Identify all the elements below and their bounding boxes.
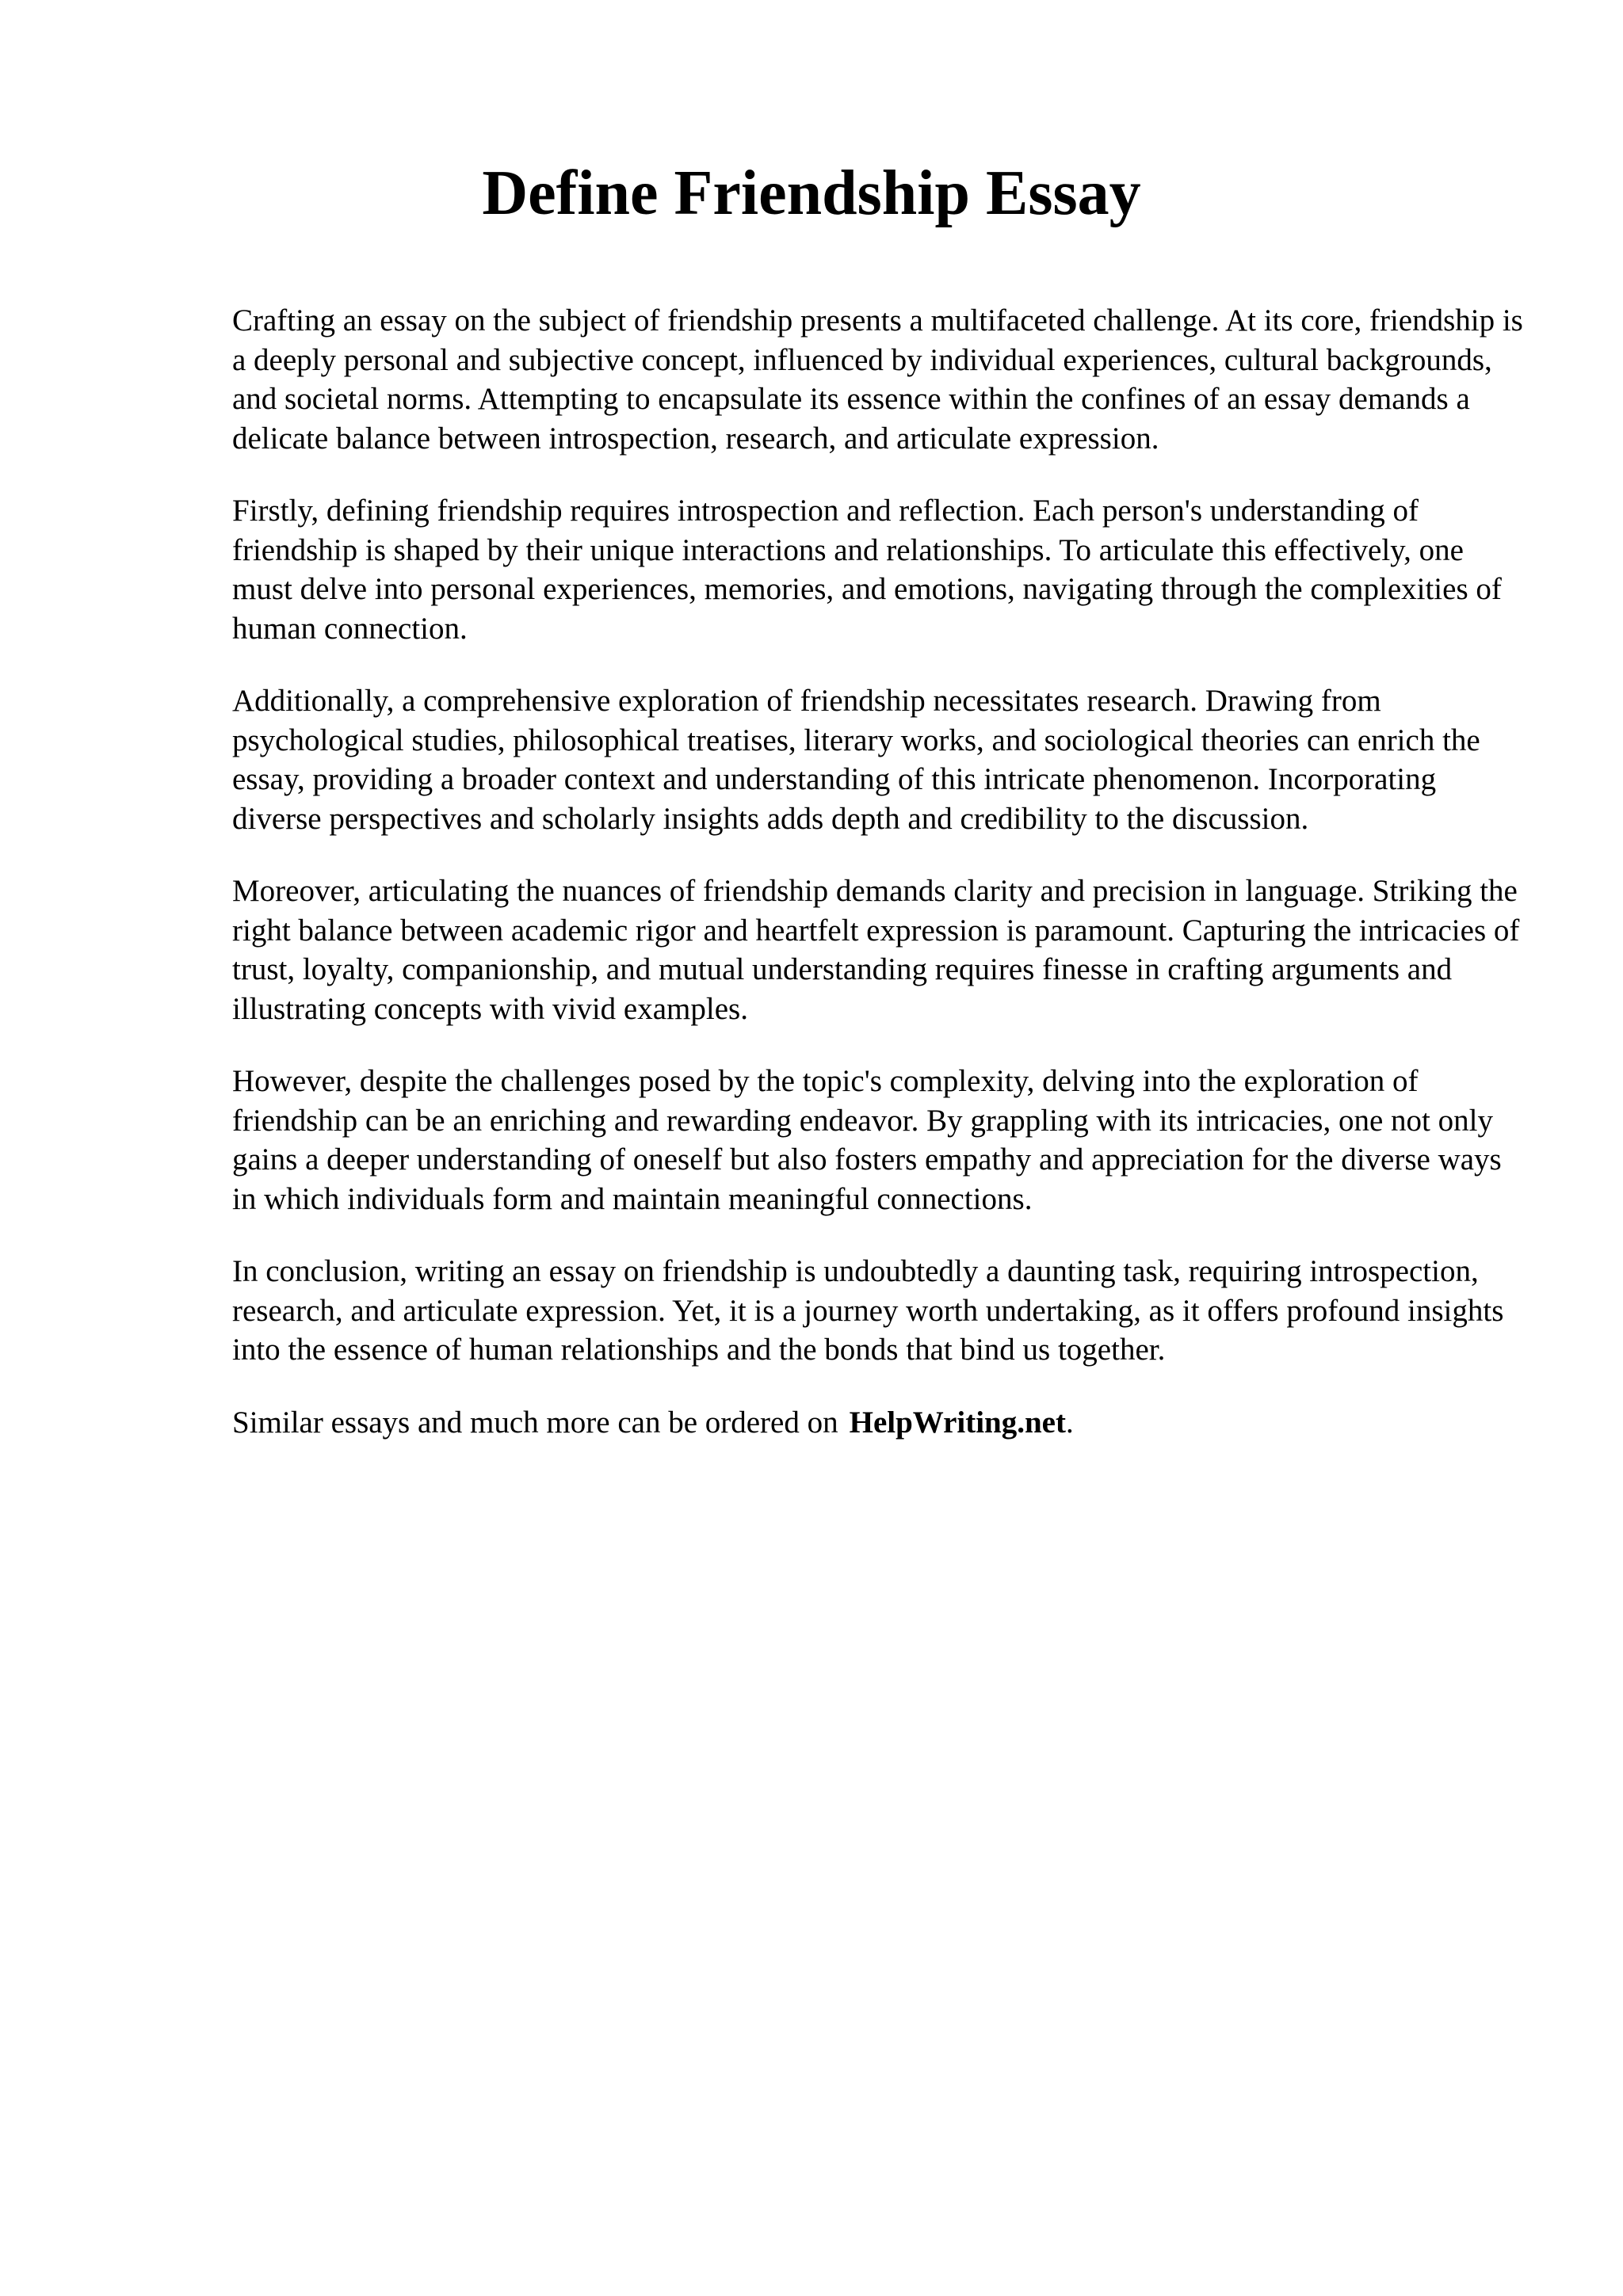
document-body [232,301,1524,1442]
brand-link[interactable]: HelpWriting.net [849,1405,1066,1440]
paragraph-2: Firstly, defining friendship requires introspection and reflection. Each person's understanding of friendship is shaped by their unique interactions and relationships. To articulate this effectively, one must delve into personal experiences, memories, and emotions, navigating through the complexities of human connection. [232,494,1502,646]
paragraph-5: However, despite the challenges posed by the topic's complexity, delving into the exploration of friendship can be an enriching and rewarding endeavor. By grappling with its intricacies, one not only gains a deeper understanding of oneself but also fosters empathy and appreciation for the diverse ways in which individuals form and maintain meaningful connections. [232,1064,1502,1216]
paragraph-4: Moreover, articulating the nuances of friendship demands clarity and precision in language. Striking the right balance between academic rigor and heartfelt expression is paramount. Capturing the intricacies of trust, loyalty, companionship, and mutual understanding requires finesse in crafting arguments and illustrating concepts with vivid examples. [232,874,1520,1026]
paragraph-1: Crafting an essay on the subject of friendship presents a multifaceted challenge. At its core, friendship is a deeply personal and subjective concept, influenced by individual experiences, cultural backgrounds, and societal norms. Attempting to encapsulate its essence within the confines of an essay demands a delicate balance between introspection, research, and articulate expression. [232,303,1523,456]
paragraph-6: In conclusion, writing an essay on friendship is undoubtedly a daunting task, requiring introspection, research, and articulate expression. Yet, it is a journey worth undertaking, as it offers profound insights into the essence of human relationships and the bonds that bind us together. [232,1254,1504,1367]
footer-suffix: . [1065,1405,1074,1440]
footer-prefix: Similar essays and much more can be ordered on [232,1405,838,1440]
footer-line [232,1403,1524,1443]
paragraph-3: Additionally, a comprehensive exploration of friendship necessitates research. Drawing from psychological studies, philosophical treatises, literary works, and sociological theories can enrich the essay, providing a broader context and understanding of this intricate phenomenon. Incorporating diverse perspectives and scholarly insights adds depth and credibility to the discussion. [232,684,1480,836]
document-title: Define Friendship Essay [482,158,1141,228]
